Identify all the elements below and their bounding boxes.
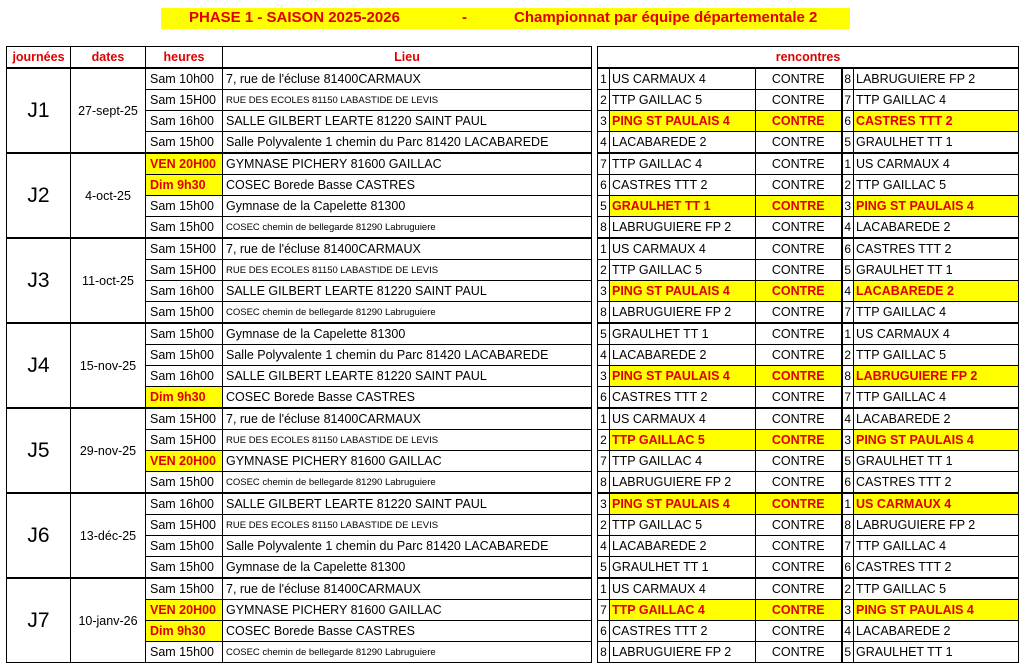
round-date: 10-janv-26	[71, 578, 146, 663]
home-team: PING ST PAULAIS 4	[610, 493, 756, 515]
match-row	[598, 217, 1019, 239]
home-team: US CARMAUX 4	[610, 408, 756, 430]
away-team: LABRUGUIERE FP 2	[854, 515, 1019, 536]
away-team-number: 3	[842, 196, 854, 217]
match-venue: COSEC Borede Basse CASTRES	[223, 621, 592, 642]
away-team: GRAULHET TT 1	[854, 642, 1019, 663]
match-time: Sam 15H00	[146, 260, 223, 281]
versus-label: CONTRE	[756, 260, 842, 281]
match-row	[598, 430, 1019, 451]
home-team: CASTRES TTT 2	[610, 621, 756, 642]
versus-label: CONTRE	[756, 132, 842, 154]
match-time: Sam 16h00	[146, 493, 223, 515]
versus-label: CONTRE	[756, 153, 842, 175]
match-row	[598, 196, 1019, 217]
away-team-number: 1	[842, 493, 854, 515]
match-row	[598, 132, 1019, 154]
away-team-number: 5	[842, 260, 854, 281]
round-date: 11-oct-25	[71, 238, 146, 323]
match-venue: SALLE GILBERT LEARTE 81220 SAINT PAUL	[223, 111, 592, 132]
round-label: J6	[7, 493, 71, 578]
versus-label: CONTRE	[756, 578, 842, 600]
match-time: Sam 16h00	[146, 366, 223, 387]
match-venue: GYMNASE PICHERY 81600 GAILLAC	[223, 600, 592, 621]
home-team-number: 7	[598, 451, 610, 472]
match-row	[598, 493, 1019, 515]
round-date: 13-déc-25	[71, 493, 146, 578]
match-venue: 7, rue de l'écluse 81400CARMAUX	[223, 238, 592, 260]
home-team: LABRUGUIERE FP 2	[610, 217, 756, 239]
match-time: Sam 15H00	[146, 408, 223, 430]
home-team-number: 7	[598, 153, 610, 175]
round-label: J5	[7, 408, 71, 493]
match-row	[598, 238, 1019, 260]
match-row	[598, 345, 1019, 366]
away-team: TTP GAILLAC 4	[854, 302, 1019, 324]
match-venue: RUE DES ECOLES 81150 LABASTIDE DE LEVIS	[223, 260, 592, 281]
versus-label: CONTRE	[756, 175, 842, 196]
home-team-number: 5	[598, 557, 610, 579]
away-team: TTP GAILLAC 4	[854, 387, 1019, 409]
away-team: LACABAREDE 2	[854, 281, 1019, 302]
home-team: TTP GAILLAC 5	[610, 90, 756, 111]
away-team-number: 8	[842, 515, 854, 536]
versus-label: CONTRE	[756, 536, 842, 557]
match-time: Sam 15h00	[146, 302, 223, 324]
away-team-number: 4	[842, 217, 854, 239]
versus-label: CONTRE	[756, 366, 842, 387]
away-team: LACABAREDE 2	[854, 217, 1019, 239]
round-date: 15-nov-25	[71, 323, 146, 408]
away-team-number: 3	[842, 430, 854, 451]
versus-label: CONTRE	[756, 621, 842, 642]
away-team-number: 6	[842, 238, 854, 260]
schedule-row	[7, 238, 592, 260]
away-team: GRAULHET TT 1	[854, 260, 1019, 281]
schedule-table	[6, 46, 592, 663]
away-team: TTP GAILLAC 4	[854, 536, 1019, 557]
matches-table	[597, 46, 1019, 663]
match-time: Sam 15h00	[146, 557, 223, 579]
match-time: Sam 15h00	[146, 642, 223, 663]
away-team-number: 7	[842, 90, 854, 111]
match-row	[598, 68, 1019, 90]
match-row	[598, 642, 1019, 663]
match-time: Sam 15h00	[146, 472, 223, 494]
schedule-row	[7, 153, 592, 175]
home-team: LABRUGUIERE FP 2	[610, 642, 756, 663]
home-team-number: 1	[598, 238, 610, 260]
match-row	[598, 600, 1019, 621]
away-team-number: 8	[842, 366, 854, 387]
match-venue: Gymnase de la Capelette 81300	[223, 196, 592, 217]
schedule-body	[7, 68, 592, 663]
away-team-number: 5	[842, 451, 854, 472]
header-journees: journées	[7, 47, 71, 69]
versus-label: CONTRE	[756, 302, 842, 324]
match-time: Dim 9h30	[146, 387, 223, 409]
match-venue: RUE DES ECOLES 81150 LABASTIDE DE LEVIS	[223, 515, 592, 536]
versus-label: CONTRE	[756, 408, 842, 430]
match-venue: RUE DES ECOLES 81150 LABASTIDE DE LEVIS	[223, 90, 592, 111]
home-team: TTP GAILLAC 4	[610, 451, 756, 472]
away-team: CASTRES TTT 2	[854, 472, 1019, 494]
versus-label: CONTRE	[756, 111, 842, 132]
match-time: VEN 20H00	[146, 451, 223, 472]
home-team-number: 6	[598, 387, 610, 409]
versus-label: CONTRE	[756, 345, 842, 366]
away-team: PING ST PAULAIS 4	[854, 430, 1019, 451]
match-row	[598, 408, 1019, 430]
home-team-number: 2	[598, 430, 610, 451]
away-team-number: 7	[842, 387, 854, 409]
match-venue: GYMNASE PICHERY 81600 GAILLAC	[223, 451, 592, 472]
versus-label: CONTRE	[756, 238, 842, 260]
away-team: PING ST PAULAIS 4	[854, 196, 1019, 217]
match-time: VEN 20H00	[146, 600, 223, 621]
home-team-number: 3	[598, 493, 610, 515]
round-date: 4-oct-25	[71, 153, 146, 238]
home-team-number: 3	[598, 366, 610, 387]
match-venue: GYMNASE PICHERY 81600 GAILLAC	[223, 153, 592, 175]
versus-label: CONTRE	[756, 642, 842, 663]
match-time: Sam 15h00	[146, 217, 223, 239]
match-time: Sam 15H00	[146, 515, 223, 536]
home-team: GRAULHET TT 1	[610, 196, 756, 217]
matches-header-row	[598, 47, 1019, 69]
away-team: LABRUGUIERE FP 2	[854, 366, 1019, 387]
home-team: TTP GAILLAC 4	[610, 153, 756, 175]
schedule-row	[7, 493, 592, 515]
home-team: LACABAREDE 2	[610, 536, 756, 557]
match-venue: Gymnase de la Capelette 81300	[223, 323, 592, 345]
match-time: Sam 15h00	[146, 132, 223, 154]
versus-label: CONTRE	[756, 557, 842, 579]
home-team: CASTRES TTT 2	[610, 387, 756, 409]
home-team-number: 3	[598, 111, 610, 132]
match-row	[598, 536, 1019, 557]
home-team-number: 4	[598, 132, 610, 154]
versus-label: CONTRE	[756, 472, 842, 494]
versus-label: CONTRE	[756, 196, 842, 217]
match-venue: SALLE GILBERT LEARTE 81220 SAINT PAUL	[223, 281, 592, 302]
match-time: Sam 10h00	[146, 68, 223, 90]
versus-label: CONTRE	[756, 451, 842, 472]
championship-title: Championnat par équipe départementale 2	[514, 9, 818, 26]
match-time: VEN 20H00	[146, 153, 223, 175]
match-row	[598, 302, 1019, 324]
home-team-number: 6	[598, 175, 610, 196]
match-row	[598, 387, 1019, 409]
away-team-number: 8	[842, 68, 854, 90]
home-team: PING ST PAULAIS 4	[610, 281, 756, 302]
home-team-number: 2	[598, 90, 610, 111]
match-row	[598, 281, 1019, 302]
match-time: Sam 15h00	[146, 196, 223, 217]
match-time: Dim 9h30	[146, 175, 223, 196]
match-time: Sam 16h00	[146, 111, 223, 132]
match-time: Sam 15h00	[146, 578, 223, 600]
match-row	[598, 90, 1019, 111]
home-team-number: 1	[598, 578, 610, 600]
round-label: J2	[7, 153, 71, 238]
match-venue: 7, rue de l'écluse 81400CARMAUX	[223, 408, 592, 430]
match-row	[598, 260, 1019, 281]
away-team: LABRUGUIERE FP 2	[854, 68, 1019, 90]
round-label: J4	[7, 323, 71, 408]
home-team-number: 8	[598, 302, 610, 324]
home-team: US CARMAUX 4	[610, 68, 756, 90]
home-team-number: 2	[598, 260, 610, 281]
versus-label: CONTRE	[756, 430, 842, 451]
versus-label: CONTRE	[756, 387, 842, 409]
home-team: LACABAREDE 2	[610, 132, 756, 154]
away-team-number: 4	[842, 621, 854, 642]
home-team: GRAULHET TT 1	[610, 557, 756, 579]
home-team: TTP GAILLAC 5	[610, 515, 756, 536]
home-team-number: 1	[598, 408, 610, 430]
home-team: CASTRES TTT 2	[610, 175, 756, 196]
versus-label: CONTRE	[756, 493, 842, 515]
home-team-number: 1	[598, 68, 610, 90]
home-team: TTP GAILLAC 5	[610, 430, 756, 451]
season-title: PHASE 1 - SAISON 2025-2026	[189, 9, 400, 26]
away-team-number: 7	[842, 536, 854, 557]
round-label: J3	[7, 238, 71, 323]
away-team-number: 4	[842, 408, 854, 430]
away-team: TTP GAILLAC 5	[854, 345, 1019, 366]
round-date: 29-nov-25	[71, 408, 146, 493]
match-row	[598, 175, 1019, 196]
versus-label: CONTRE	[756, 515, 842, 536]
away-team: TTP GAILLAC 4	[854, 90, 1019, 111]
away-team-number: 6	[842, 472, 854, 494]
match-venue: Salle Polyvalente 1 chemin du Parc 81420 LACABAREDE	[223, 132, 592, 154]
match-row	[598, 472, 1019, 494]
away-team: CASTRES TTT 2	[854, 111, 1019, 132]
title-bar	[161, 8, 850, 29]
home-team-number: 6	[598, 621, 610, 642]
match-venue: COSEC chemin de bellegarde 81290 Labruguiere	[223, 217, 592, 239]
match-time: Sam 16h00	[146, 281, 223, 302]
match-row	[598, 621, 1019, 642]
match-venue: COSEC chemin de bellegarde 81290 Labruguiere	[223, 302, 592, 324]
match-venue: SALLE GILBERT LEARTE 81220 SAINT PAUL	[223, 366, 592, 387]
home-team-number: 8	[598, 217, 610, 239]
away-team: GRAULHET TT 1	[854, 451, 1019, 472]
title-separator: -	[462, 9, 467, 26]
match-time: Dim 9h30	[146, 621, 223, 642]
match-time: Sam 15h00	[146, 536, 223, 557]
match-row	[598, 153, 1019, 175]
away-team-number: 6	[842, 557, 854, 579]
match-venue: COSEC Borede Basse CASTRES	[223, 387, 592, 409]
match-venue: Salle Polyvalente 1 chemin du Parc 81420 LACABAREDE	[223, 536, 592, 557]
away-team-number: 2	[842, 345, 854, 366]
home-team-number: 7	[598, 600, 610, 621]
away-team: US CARMAUX 4	[854, 493, 1019, 515]
versus-label: CONTRE	[756, 281, 842, 302]
match-venue: Salle Polyvalente 1 chemin du Parc 81420 LACABAREDE	[223, 345, 592, 366]
away-team: US CARMAUX 4	[854, 323, 1019, 345]
match-venue: COSEC chemin de bellegarde 81290 Labruguiere	[223, 642, 592, 663]
away-team: US CARMAUX 4	[854, 153, 1019, 175]
round-label: J7	[7, 578, 71, 663]
away-team: LACABAREDE 2	[854, 408, 1019, 430]
match-row	[598, 366, 1019, 387]
versus-label: CONTRE	[756, 600, 842, 621]
schedule-row	[7, 578, 592, 600]
match-row	[598, 451, 1019, 472]
away-team: GRAULHET TT 1	[854, 132, 1019, 154]
home-team: US CARMAUX 4	[610, 578, 756, 600]
home-team-number: 5	[598, 196, 610, 217]
home-team: TTP GAILLAC 5	[610, 260, 756, 281]
away-team: TTP GAILLAC 5	[854, 175, 1019, 196]
away-team-number: 1	[842, 153, 854, 175]
home-team: LABRUGUIERE FP 2	[610, 302, 756, 324]
away-team: PING ST PAULAIS 4	[854, 600, 1019, 621]
schedule-row	[7, 323, 592, 345]
home-team: GRAULHET TT 1	[610, 323, 756, 345]
match-venue: SALLE GILBERT LEARTE 81220 SAINT PAUL	[223, 493, 592, 515]
home-team: PING ST PAULAIS 4	[610, 111, 756, 132]
away-team-number: 1	[842, 323, 854, 345]
versus-label: CONTRE	[756, 68, 842, 90]
away-team: LACABAREDE 2	[854, 621, 1019, 642]
away-team: CASTRES TTT 2	[854, 557, 1019, 579]
schedule-row	[7, 408, 592, 430]
match-venue: COSEC Borede Basse CASTRES	[223, 175, 592, 196]
match-row	[598, 578, 1019, 600]
away-team-number: 7	[842, 302, 854, 324]
schedule-row	[7, 68, 592, 90]
matches-body	[598, 68, 1019, 663]
header-row	[7, 47, 592, 69]
away-team-number: 5	[842, 642, 854, 663]
home-team: PING ST PAULAIS 4	[610, 366, 756, 387]
header-rencontres: rencontres	[598, 47, 1019, 69]
away-team-number: 2	[842, 175, 854, 196]
header-lieu: Lieu	[223, 47, 592, 69]
header-heures: heures	[146, 47, 223, 69]
match-time: Sam 15H00	[146, 90, 223, 111]
match-time: Sam 15h00	[146, 345, 223, 366]
home-team-number: 3	[598, 281, 610, 302]
versus-label: CONTRE	[756, 217, 842, 239]
match-row	[598, 111, 1019, 132]
away-team-number: 4	[842, 281, 854, 302]
match-row	[598, 557, 1019, 579]
match-time: Sam 15h00	[146, 323, 223, 345]
home-team: LABRUGUIERE FP 2	[610, 472, 756, 494]
away-team-number: 6	[842, 111, 854, 132]
versus-label: CONTRE	[756, 90, 842, 111]
away-team: CASTRES TTT 2	[854, 238, 1019, 260]
away-team-number: 5	[842, 132, 854, 154]
match-row	[598, 515, 1019, 536]
match-venue: Gymnase de la Capelette 81300	[223, 557, 592, 579]
home-team-number: 4	[598, 345, 610, 366]
home-team-number: 5	[598, 323, 610, 345]
home-team-number: 2	[598, 515, 610, 536]
header-dates: dates	[71, 47, 146, 69]
home-team: LACABAREDE 2	[610, 345, 756, 366]
home-team-number: 8	[598, 472, 610, 494]
match-time: Sam 15H00	[146, 238, 223, 260]
match-venue: 7, rue de l'écluse 81400CARMAUX	[223, 68, 592, 90]
match-venue: 7, rue de l'écluse 81400CARMAUX	[223, 578, 592, 600]
match-time: Sam 15H00	[146, 430, 223, 451]
home-team: US CARMAUX 4	[610, 238, 756, 260]
match-venue: RUE DES ECOLES 81150 LABASTIDE DE LEVIS	[223, 430, 592, 451]
home-team-number: 4	[598, 536, 610, 557]
home-team-number: 8	[598, 642, 610, 663]
away-team: TTP GAILLAC 5	[854, 578, 1019, 600]
away-team-number: 2	[842, 578, 854, 600]
round-label: J1	[7, 68, 71, 153]
match-row	[598, 323, 1019, 345]
away-team-number: 3	[842, 600, 854, 621]
versus-label: CONTRE	[756, 323, 842, 345]
match-venue: COSEC chemin de bellegarde 81290 Labruguiere	[223, 472, 592, 494]
round-date: 27-sept-25	[71, 68, 146, 153]
home-team: TTP GAILLAC 4	[610, 600, 756, 621]
